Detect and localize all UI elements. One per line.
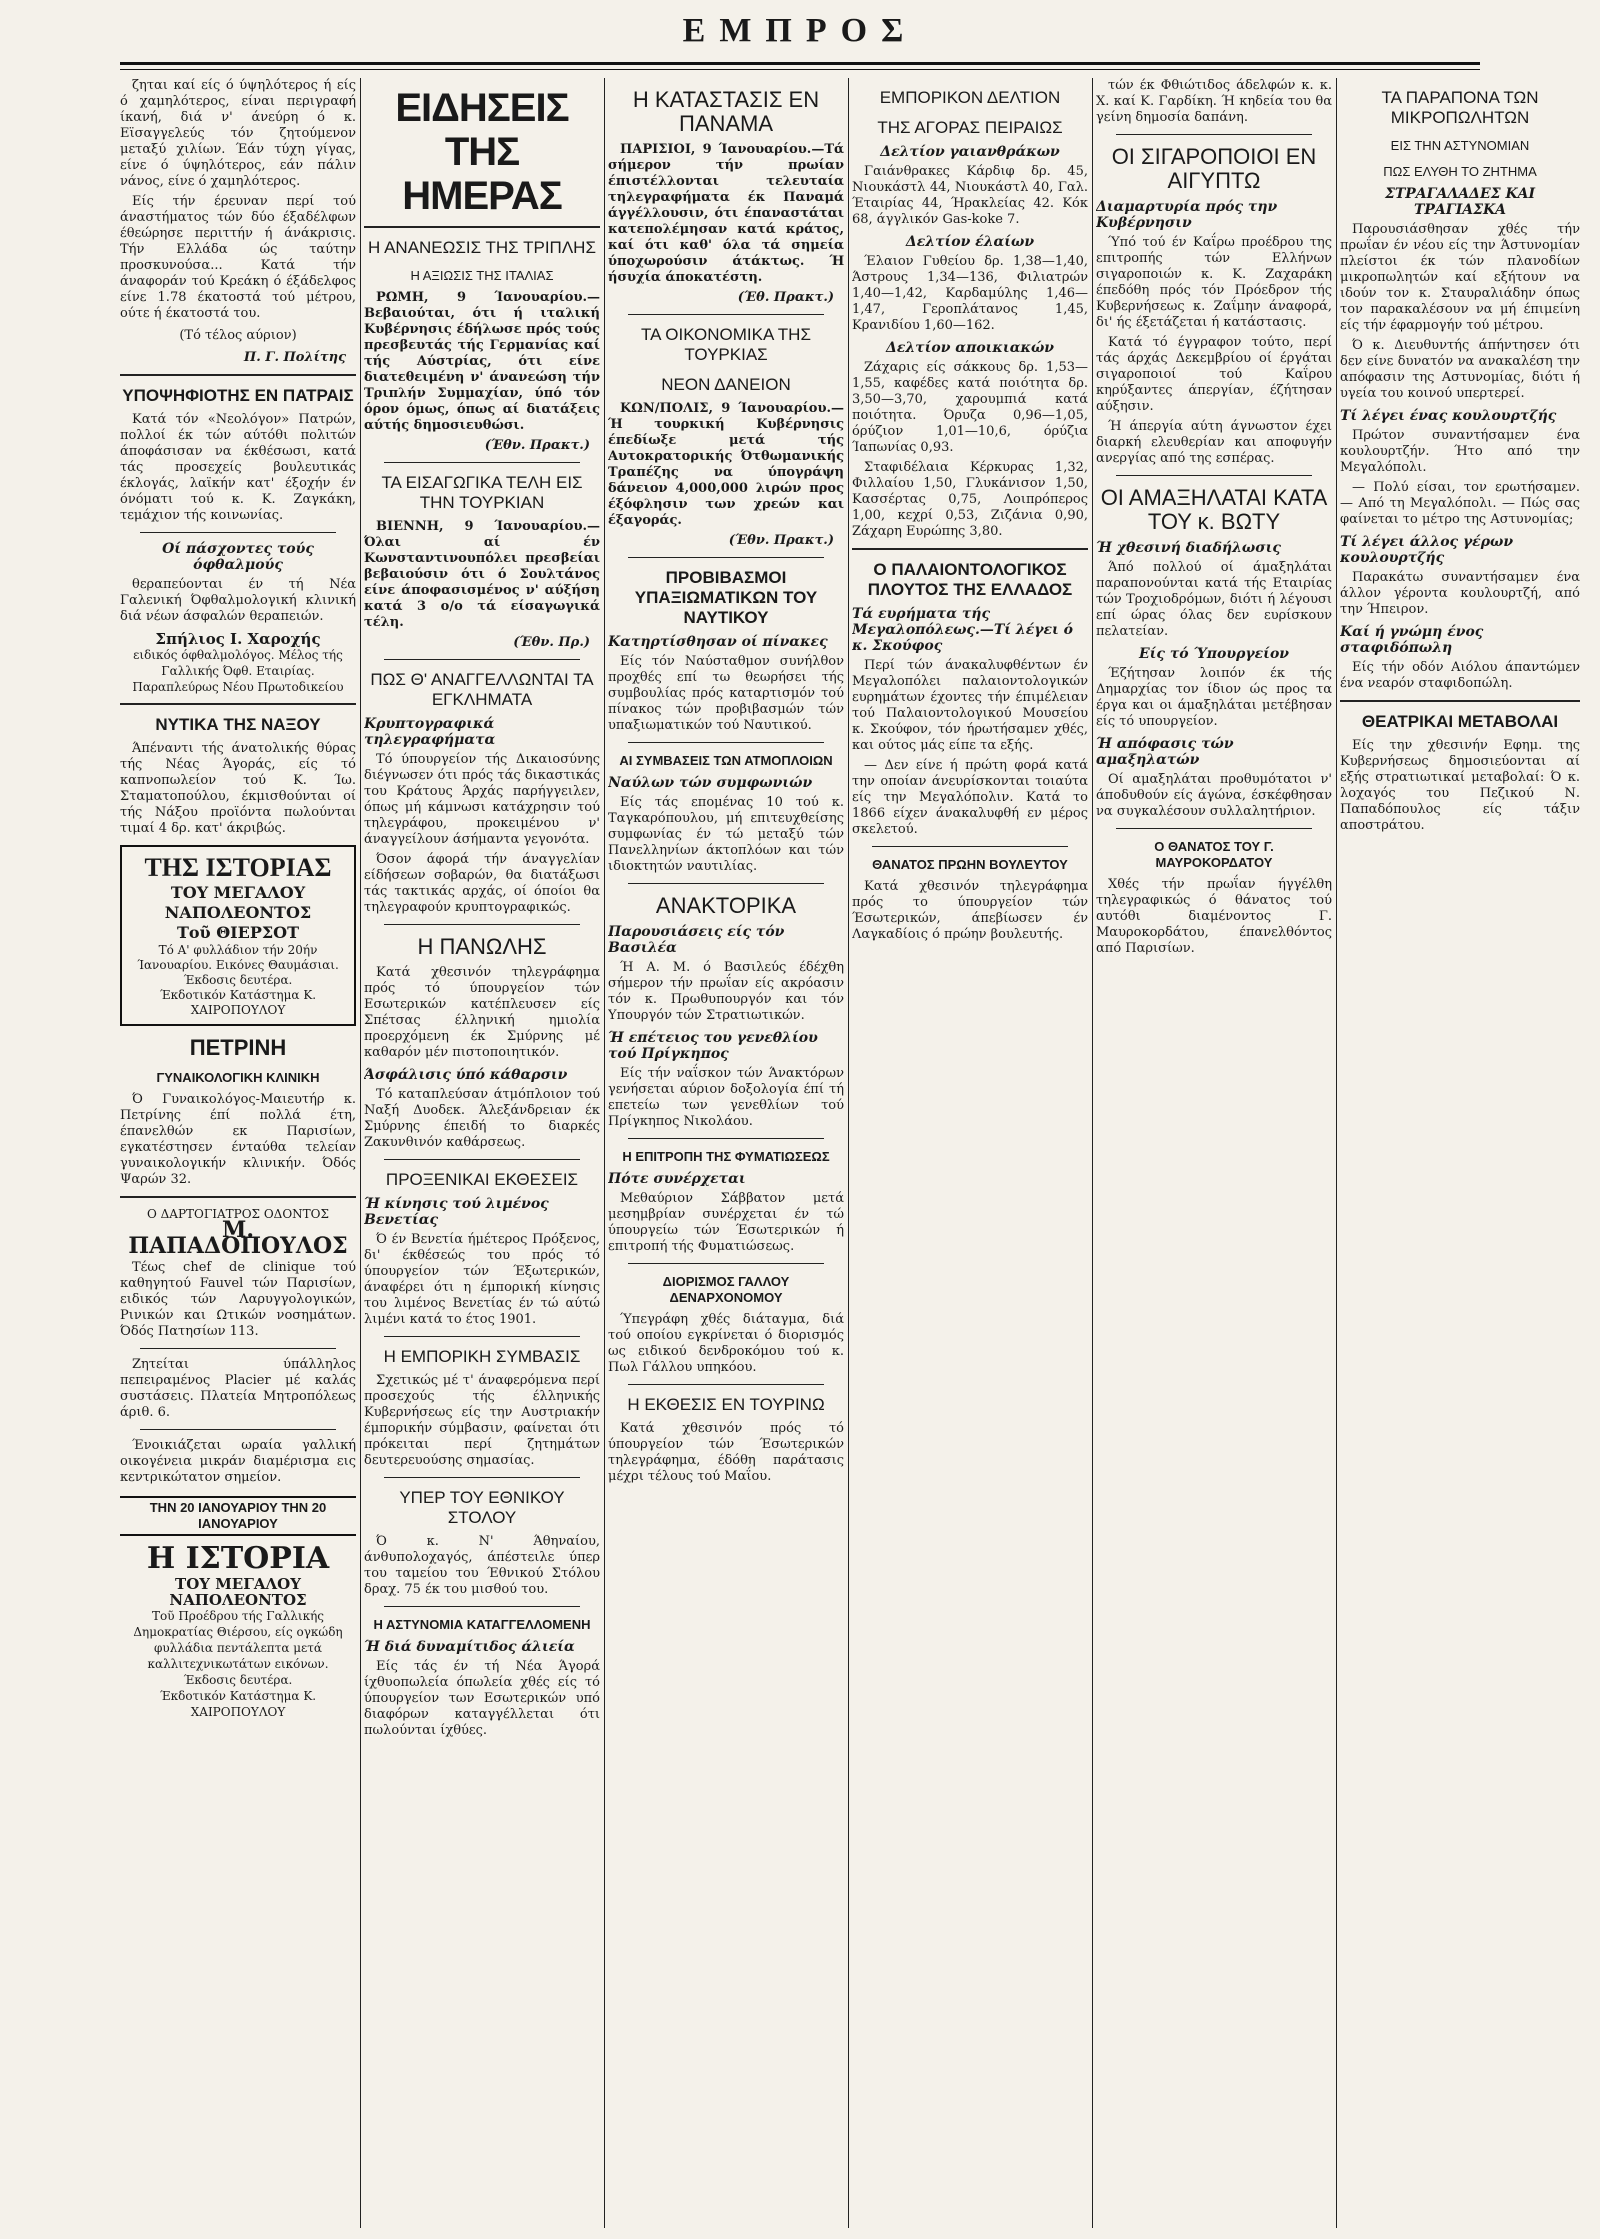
headline-tuberculosis: Η ΕΠΙΤΡΟΠΗ ΤΗΣ ΦΥΜΑΤΙΩΣΕΩΣ [622,1149,830,1164]
column-1 [120,78,356,2228]
divider [628,1263,824,1264]
kicker: Κρυπτογραφικά τηλεγραφήματα [364,716,496,748]
column-separator [1336,78,1337,2228]
kicker: Κατηρτίσθησαν οί πίνακες [608,634,828,650]
divider [628,742,824,743]
ad-ophthalmologist [120,631,356,695]
headline-national-fleet: ΥΠΕΡ ΤΟΥ ΕΘΝΙΚΟΥ ΣΤΟΛΟΥ [399,1488,565,1527]
article-coachmen-decision: Οί αμαξηλάται προθυμότατοι ν' άποδυθούν είς άγώνα, έσκέφθησαν να συγκαλέσουν συλλαλητήριον. [1096,772,1332,819]
headline-sub: ΝΕΟΝ ΔΑΝΕΙΟΝ [661,375,791,394]
divider [872,846,1068,847]
headline-mavrokordatos: Ο ΘΑΝΑΤΟΣ ΤΟΥ Γ. ΜΑΥΡΟΚΟΡΔΑΤΟΥ [1154,839,1274,870]
article-paragraph: Είς τήν έρευναν περί τού άναστήματος τών δύο έξαδέλφων έθεώρησε περιττήν ή άνάκρισις. Τήν Ελλάδα ώς ταύτην προσκυνούσα... Κατά τήν άναφοράν τού Κρεάκη ό έξάδελφος είνε 1.78 έκατοστά τού μέτρου, ούτε ή έκατοστά του. [120,194,356,321]
kicker: Δελτίον έλαίων [905,234,1035,250]
headline-sub: Η ΑΞΙΩΣΙΣ ΤΗΣ ΙΤΑΛΙΑΣ [410,268,554,283]
market-colonial-cont: Σταφιδέλαια Κέρκυρας 1,32, Φιλλαίου 1,50, Γλυκάνισον 1,50, Κασσέρτας 0,75, Λοιπρόπερος 1,00, κεχρί 0,53, Ζιζάνια 0,90, Ζάχαρη Ευρώπης 3,80. [852,460,1088,539]
article-eyes: θεραπεύονται έν τή Νέα Γαλενική Όφθαλμολογική κλινική διά νέων άσφαλών θεραπειών. [120,577,356,624]
kicker: Είς τό Ύπουργείον [1138,646,1289,662]
kicker: Ή χθεσινή διαδήλωσις [1096,540,1281,556]
article-palace-cont: Είς τήν ναΐσκον τών Άνακτόρων γενήσεται αύριον δοξολογία έπί τή επετείω των γενεθλίων τού Πρίγκηπος Νικολάου. [608,1066,844,1129]
kicker: Ή διά δυναμίτιδος άλιεία [364,1639,575,1655]
kicker: Άσφάλισις ύπό κάθαρσιν [364,1067,568,1083]
article-mavrokordatos: Χθές τήν πρωΐαν ήγγέλθη τηλεγραφικώς ό θάνατος τού αυτόθι διαμένοντος Γ. Μαυροκορδάτου, έπανελθόντος από Παρισίων. [1096,877,1332,956]
article-panama: ΠΑΡΙΣΙΟΙ, 9 Ίανουαρίου.—Τά σήμερον τήν πρωίαν έπιστέλλονται τελευταία τηλεγραφήματα έκ Παναμά άγγέλλουσιν, ότι έπαναστάται κατεπολέμησαν κατά κράτος, καί ότι καθ' όλα τά σημεία ύποχωρούσιν άτάκτως. Ή ήσυχία άποκατέστη. [608,142,844,285]
ad-history-napoleon-2 [120,1542,356,1720]
kicker: Ή κίνησις τού λιμένος Βενετίας [364,1196,549,1228]
divider [384,1477,580,1478]
newspaper-title: ΕΜΠΡΟΣ [682,12,918,49]
divider [384,924,580,925]
headline-coachmen: ΟΙ ΑΜΑΞΗΛΑΤΑΙ ΚΑΤΑ ΤΟΥ κ. ΒΩΤΥ [1100,485,1328,534]
article-cigarette-makers: Ύπό τού έν Καΐρω προέδρου της επιτροπής τών Ελλήνων σιγαροποιών κ. Κ. Ζαχαράκη έπεδόθη πρός τόν Πρόεδρον τής Κυβερνήσεως κ. Ζαΐμην άναφορά, δι' ής έξετάζεται ή κατάστασις. [1096,235,1332,330]
classified-wanted: Ζητείται ύπάλληλος πεπειραμένος Placier μέ καλάς συστάσεις. Πλατεία Μητροπόλεως άριθ. 6. [120,1357,356,1420]
article-plague-cont: Τό καταπλεύσαν άτμόπλοιον τού Ναξή Δυοδεκ. Άλεξάνδρειαν έκ Σμύρνης έπειδή το διαρκές Ζακυνθινόν καθάρσεως. [364,1087,600,1150]
column-separator [604,78,605,2228]
divider [1116,828,1312,829]
article-dentist: Τέως chef de clinique τού καθηγητού Fauvel τών Παρισίων, ειδικός τών Λαρυγγολογικών, Ρινικών και Ωτικών νοσημάτων. Όδός Πατησίων 113. [120,1260,356,1339]
article-continuation: τών έκ Φθιώτιδος άδελφών κ. κ. Χ. καί Κ. Γαρδίκη. Ή κηδεία του θα γείνη δημοσία δαπάνη. [1096,78,1332,125]
divider [628,1384,824,1385]
section-heading-news: ΕΙΔΗΣΕΙΣ ΤΗΣ ΗΜΕΡΑΣ [395,86,569,218]
article-coachmen: Άπό πολλού οί άμαξηλάται παραπονούνται κατά τής Εταιρίας τών Τροχιοδρόμων, διότι ή λέγουσι επί ώρας όλας δεν ευρίσκουν πελατείαν. [1096,560,1332,639]
article-vendor-2: Παρακάτω συναντήσαμεν ένα άλλον γέροντα κουλουρτζή, από την Ήπειρον. [1340,570,1580,617]
ad-subtitle: ΤΟΥ ΜΕΓΑΛΟΥ ΝΑΠΟΛΕΟΝΤΟΣ [164,883,312,922]
divider [1116,134,1312,135]
kicker: Καί ή γνώμη ένος σταφιδόπωλη [1340,624,1484,656]
headline-police: Η ΑΣΤΥΝΟΜΙΑ ΚΑΤΑΓΓΕΛΛΟΜΕΝΗ [373,1617,591,1632]
headline-import-duties: ΤΑ ΕΙΣΑΓΩΓΙΚΑ ΤΕΛΗ ΕΙΣ ΤΗΝ ΤΟΥΡΚΙΑΝ [381,473,583,512]
kicker: Τί λέγει άλλος γέρων κουλουρτζής [1340,534,1514,566]
masthead-rule [120,62,1480,70]
article-patras: Κατά τόν «Νεολόγον» Πατρών, πολλοί έκ τών αύτόθι πολιτών άποφάσισαν να έκθέσωσι, κατά τάς προσεχείς βουλευτικάς έκλογάς, λαϊκήν κατ' έξοχήν έν όνόματι τού κ. Κ. Ζαγκάκη, τεμάχιον τής κοινωνίας. [120,412,356,523]
column-separator [1092,78,1093,2228]
divider [628,883,824,884]
continuation-note: (Τό τέλος αύριον) [179,328,297,343]
column-6 [1340,78,1580,2228]
divider [120,374,356,376]
headline-plague: Η ΠΑΝΩΛΗΣ [417,934,547,959]
divider [1116,475,1312,476]
divider [384,1159,580,1160]
headline-commercial: ΕΜΠΟΡΙΚΟΝ ΔΕΛΤΙΟΝ [879,88,1061,107]
divider [120,1196,356,1198]
article-steamships: Είς τάς επομένας 10 τού κ. Ταγκαρόπουλου, μή επιτευχθείσης συμφωνίας έν τώ μεταξύ τών Πανελληνίων άκτοπλόων και τών ιδιοκτητών ναυτιλίας. [608,795,844,874]
article-navy-promotions: Είς τόν Ναύσταθμον συνήλθον προχθές επί τω θεωρήσει τής συμβουλίας πρός καταρτισμόν τού πίνακος τών προβιβασμών τών υπαξιωματικών τού Ναυτικού. [608,654,844,733]
headline-naxos: ΝΥΤΙΚΑ ΤΗΣ ΝΑΞΟΥ [155,715,321,734]
divider [140,1429,336,1430]
article-vendor-1-cont: — Πολύ είσαι, τον ερωτήσαμεν. — Από τη Μεγαλόπολι. — Πώς σας φαίνεται το μέτρο της Αστυνομίας; [1340,480,1580,527]
article-paleontology: Περί τών άνακαλυφθέντων έν Μεγαλοπόλει παλαιοντολογικών ευρημάτων έχοντες τήν έπιμέλειαν τού Παλαιοντολογικού Μουσείου κ. Σκούφον, τόν ήρωτήσαμεν χθές, και ούτος μάς είπε τα εξής. [852,658,1088,753]
ad-publisher: Έκδοτικόν Κατάστημα Κ. ΧΑΙΡΟΠΟΥΛΟΥ [159,1689,317,1719]
kicker: Διαμαρτυρία πρός την Κυβέρνησιν [1096,199,1278,231]
article-death: Κατά χθεσινόν τηλεγράφημα πρός το ύπουργείον τών Έσωτερικών, άπεβίωσεν έν Λαγκαδίοις ό πρώην βουλευτής. [852,879,1088,942]
article-crimes-cont: Όσον άφορά τήν άναγγελίαν είδήσεων σοβαρών, θα διατάξωσι τάς τακτικάς αρχάς, οί όποίοι θα τηλεγραφούν κρυπτογραφικώς. [364,852,600,915]
source-note: (Έθν. Πρακτ.) [484,438,590,453]
kicker: Ή επέτειος του γενεθλίου τού Πρίγκηπος [608,1030,818,1062]
article-cigarette-makers-cont2: Ή άπεργία αύτη άγνωστον έχει διαρκή ελευθερίαν και αποφυγήν ανεργίας από της εσπέρας. [1096,419,1332,466]
ad-publisher: Έκδοτικόν Κατάστημα Κ. ΧΑΙΡΟΠΟΥΛΟΥ [159,988,317,1017]
divider [384,462,580,463]
article-import-duties: ΒΙΕΝΝΗ, 9 Ίανουαρίου.—Όλαι αί έν Κωνσταντινουπόλει πρεσβείαι βεβαιούσιν ότι ό Σουλτάνος είνε άποφασισμένος ν' αύξήση κατά 3 ο/ο τά είσαγωγικά τέλη. [364,519,600,630]
headline-crimes: ΠΩΣ Θ' ΑΝΑΓΓΕΛΛΩΝΤΑΙ ΤΑ ΕΓΚΛΗΜΑΤΑ [370,670,594,709]
ad-doctor-name: Σπήλιος Ι. Χαροχής [155,630,321,648]
ad-author: Τοῦ ΘΙΕΡΣΟΤ [176,923,300,942]
article-vendors-cont: Ό κ. Διευθυντής άπήντησεν ότι δεν είνε δυνατόν να ανακαλέση την απόφασιν της Αστυνομίας, διότι ή υγεία του κοινού υπερτερεί. [1340,338,1580,401]
kicker: Δελτίον αποικιακών [885,340,1055,356]
column-2 [364,78,600,2228]
divider [140,1348,336,1349]
headline-clinic-sub: ΓΥΝΑΙΚΟΛΟΓΙΚΗ ΚΛΙΝΙΚΗ [156,1070,320,1085]
article-national-fleet: Ό κ. Ν' Άθηναίου, άνθυπολοχαγός, άπέστειλε ύπερ του ταμείου του Έθνικού Στόλου δραχ. 75 έκ του μισθού του. [364,1534,600,1597]
market-oil: Έλαιον Γυθείου δρ. 1,38—1,40, Άστρους 1,34—136, Φιλιατρών 1,40—1,42, Καρδαμύλης 1,46—1,47, Γεροπλάτανος 1,45, Κρανιδίου 1,60—162. [852,254,1088,333]
ad-text: Τό Α' φυλλάδιον τήν 20ήν Ίανουαρίου. Εικόνες Θαυμάσιαι. Έκδοσις δευτέρα. [137,943,339,987]
headline-sub: ΤΗΣ ΑΓΟΡΑΣ ΠΕΙΡΑΙΩΣ [877,118,1063,137]
article-plague: Κατά χθεσινόν τηλεγράφημα πρός τό ύπουργείον τών Εσωτερικών κατέπλευσεν είς Σπέτσας έλληνική ημιολία προερχόμενη έκ Σμύρνης μέ καθαρόν μέν πιστοποιητικόν. [364,965,600,1060]
article-continuation: ζηται καί είς ό ύψηλότερος ή είς ό χαμηλότερος, είναι περιγραφή ίκανή, διά ν' άνεύρη ό κ. Εϊσαγγελεύς τόν ζητούμενον μεταξύ χιλίων. Έάν τύχη γίγας, είνε ό ύψηλότερος, εάν πάλιν νάνος, είνε ό χαμηλότερος. [120,78,356,189]
headline-death: ΘΑΝΑΤΟΣ ΠΡΩΗΝ ΒΟΥΛΕΥΤΟΥ [872,857,1068,872]
headline-vendors: ΤΑ ΠΑΡΑΠΟΝΑ ΤΩΝ ΜΙΚΡΟΠΩΛΗΤΩΝ [1381,88,1539,127]
headline-steamships: ΑΙ ΣΥΜΒΑΣΕΙΣ ΤΩΝ ΑΤΜΟΠΛΟΙΩΝ [619,753,833,768]
divider [364,226,600,228]
divider [852,548,1088,550]
source-note: (Έθν. Πρ.) [513,635,590,650]
market-coal: Γαιάνθρακες Κάρδιφ δρ. 45, Νιουκάστλ 44, Νιουκάστλ 40, Γαλ. Έταιρίας 44, Ήρακλείας 42. Κόκ 68, άγγλικόν Gas-koke 7. [852,164,1088,227]
kicker: Ή απόφασις τών αμαξηλατών [1096,736,1234,768]
article-military-changes: Είς την χθεσινήν Εφημ. της Κυβερνήσεως δημοσιεύονται αί εξής στρατιωτικαί μεταβολαί: Ό κ. λοχαγός του Πεζικού Ν. Παπαδόπουλος είς τάξιν αποστράτου. [1340,738,1580,833]
article-trade-convention: Σχετικώς μέ τ' άναφερόμενα περί προσεχούς τής έλληνικής Κυβερνήσεως είς την Αυστριακήν έμπορικήν σύμβασιν, φαίνεται ότι πρόκειται περί ζητημάτων δευτερευούσης σημασίας. [364,1373,600,1468]
headline-panama: Η ΚΑΤΑΣΤΑΣΙΣ ΕΝ ΠΑΝΑΜΑ [632,87,820,136]
ad-text: Τοῦ Προέδρου τής Γαλλικής Δημοκρατίας Θιέρσου, είς ογκώδη φυλλάδια πεντάλεπτα μετά καλλιτεχνικωτάτων εικόνων. Έκδοσις δευτέρα. [133,1609,343,1687]
ad-history-napoleon-1 [120,845,356,1026]
headline-paleontology: Ο ΠΑΛΑΙΟΝΤΟΛΟΓΙΚΟΣ ΠΛΟΥΤΟΣ ΤΗΣ ΕΛΛΑΔΟΣ [867,560,1073,599]
column-4 [852,78,1088,2228]
article-vendors: Παρουσιάσθησαν χθές τήν πρωΐαν έν νέου είς την Άστυνομίαν πλείστοι έκ τών πλανοδίων μικροπωλητών καί εξήτουν να ιδούν τον κ. Σταυραλιάδην όπως τον παρακαλέσουν να μή έπιμείνη είς τήν έφαρμογήν τού μέτρου. [1340,222,1580,333]
ad-doctor-text: ειδικός όφθαλμολόγος. Μέλος τής Γαλλικής Όφθ. Εταιρίας. Παραπλεύρως Νέου Πρωτοδικείου [132,648,344,694]
kicker: Τί λέγει ένας κουλουρτζής [1340,408,1557,424]
article-coachmen-ministry: Έζήτησαν λοιπόν έκ τής Δημαρχίας τον ίδιον ώς προς τα έργα και οι άμαξηλάται μετέβησαν είς τό υπουργείον. [1096,666,1332,729]
headline-sub: ΠΩΣ ΕΛΥΘΗ ΤΟ ΖΗΤΗΜΑ [1383,164,1537,179]
kicker: Δελτίον γαιανθράκων [880,144,1060,160]
article-clinic: Ό Γυναικολόγος-Μαιευτήρ κ. Πετρίνης έπί πολλά έτη, έπανελθών εκ Παρισίων, εγκατέστησεν ένταύθα τελείαν γυναικολογικήν κλινικήν. Όδός Ψαρών 32. [120,1092,356,1187]
article-turkey-finance: ΚΩΝ/ΠΟΛΙΣ, 9 Ίανουαρίου.—Ή τουρκική Κυβέρνησις έπεδίωξε μετά τής Αυτοκρατορικής Ότθωμανικής Τραπέζης να ύπογράψη δάνειον 4,000,000 λιρών προς έξόφλησιν των χρεών και έξαγοράς. [608,401,844,528]
article-consular-reports: Ό έν Βενετία ήμέτερος Πρόξενος, δι' έκθέσεώς του πρός τό ύπουργείον τών Έξωτερικών, άναφέρει ότι η έμπορική κίνησις του λιμένος Βενετίας έν τώ αύτώ λιμένι κατά το έτος 1901. [364,1232,600,1327]
kicker: Ναύλων τών συμφωνιών [608,775,813,791]
headline-appointment: ΔΙΟΡΙΣΜΟΣ ΓΑΛΛΟΥ ΔΕΝΑΡΧΟΝΟΜΟΥ [662,1274,790,1305]
divider [628,557,824,558]
ad-dentist [120,1206,356,1259]
classified-rent: Ένοικιάζεται ωραία γαλλική οικογένεια μικράν διαμέρισμα εις κεντρικώτατον σημείον. [120,1438,356,1485]
headline-triple-alliance: Η ΑΝΑΝΕΩΣΙΣ ΤΗΣ ΤΡΙΠΛΗΣ [368,238,596,257]
divider [628,314,824,315]
author-signature: Π. Γ. Πολίτης [243,350,346,365]
ad-dentist-name: Μ. ΠΑΠΑΔΟΠΟΥΛΟΣ [128,1217,348,1259]
ad-subtitle: ΤΟΥ ΜΕΓΑΛΟΥ ΝΑΠΟΛΕΟΝΤΟΣ [169,1575,307,1609]
headline-navy-promotions: ΠΡΟΒΙΒΑΣΜΟΙ ΥΠΑΞΙΩΜΑΤΙΚΩΝ ΤΟΥ ΝΑΥΤΙΚΟΥ [634,568,818,627]
article-triple-alliance: ΡΩΜΗ, 9 Ίανουαρίου.—Βεβαιούται, ότι ή ιταλική Κυβέρνησις έδήλωσε πρός τούς πρεσβευτάς τής Γερμανίας καί τής Αύστρίας, ότι είνε διατεθειμένη ν' άνανεώση τήν Τριπλήν Συμμαχίαν, ύπό τόν όρον όμως, όπως αί διατάξεις αύτής δημοσιευθώσι. [364,290,600,433]
kicker: ΣΤΡΑΓΑΛΑΔΕΣ ΚΑΙ ΤΡΑΓΙΑΣΚΑ [1384,186,1536,218]
column-5 [1096,78,1332,2228]
source-note: (Έθν. Πρακτ.) [728,533,834,548]
headline-cigarette-makers: ΟΙ ΣΙΓΑΡΟΠΟΙΟΙ ΕΝ ΑΙΓΥΠΤΩ [1111,144,1317,193]
kicker: Παρουσιάσεις είς τόν Βασιλέα [608,924,785,956]
source-note: (Έθ. Πρακτ.) [737,290,834,305]
divider [384,659,580,660]
article-paleontology-cont: — Δεν είνε ή πρώτη φορά κατά την οποίαν άνευρίσκονται τοιαύτα είς την Μεγαλόπολιν. Κατά το 1866 είχεν άνακαλυφθή εν μέρος σκελετού. [852,758,1088,837]
divider [384,1336,580,1337]
headline-military-changes: ΘΕΑΤΡΙΚΑΙ ΜΕΤΑΒΟΛΑΙ [1361,712,1559,731]
masthead [120,12,1480,70]
column-separator [848,78,849,2228]
headline-trade-convention: Η ΕΜΠΟΡΙΚΗ ΣΥΜΒΑΣΙΣ [383,1347,581,1366]
divider [120,703,356,705]
article-crimes: Τό ύπουργείον τής Δικαιοσύνης διέγνωσεν ότι πρός τάς δικαστικάς του Κράτους Άρχάς παρήγγειλεν, όπως μή κάμνωσι κατάχρησιν τού τηλεγράφου, προκειμένου ν' άναγγείλουν άσήμαντα γεγονότα. [364,752,600,847]
article-naxos: Άπέναντι τής άνατολικής θύρας τής Νέας Άγοράς, είς τό καπνοπωλείον τού Κ. Ίω. Σταματοπούλου, έκμισθούνται οί τής Νάξου προϊόντα πωλούνται τιμαί 4 δρ. κατ' άκριβώς. [120,741,356,836]
headline-clinic: ΠΕΤΡΙΝΗ [189,1035,287,1060]
column-3 [608,78,844,2228]
article-tuberculosis: Μεθαύριον Σάββατον μετά μεσημβρίαν συνέρχεται έν τώ ύπουργείω τών Έσωτερικών ή επιτροπή τής Φυματιώσεως. [608,1191,844,1254]
headline-consular-reports: ΠΡΟΞΕΝΙΚΑΙ ΕΚΘΕΣΕΙΣ [385,1170,579,1189]
divider [628,1138,824,1139]
divider [140,532,336,533]
kicker: Τά ευρήματα τής Μεγαλοπόλεως.—Τί λέγει ό κ. Σκούφος [852,606,1073,654]
headline-palace: ΑΝΑΚΤΟΡΙΚΑ [655,893,797,918]
divider [384,1606,580,1607]
market-colonial: Ζάχαρις είς σάκκους δρ. 1,53—1,55, καφέδες κατά ποιότητα δρ. 3,50—3,70, χαρουμπιά κατά ποιότητα. Όρυζα 0,96—1,05, όρύζιον 1,01—10,6, όρύζια Ίαπωνίας 0,93. [852,360,1088,455]
headline-sub: ΕΙΣ ΤΗΝ ΑΣΤΥΝΟΜΙΑΝ [1390,138,1530,153]
article-police: Είς τάς έν τή Νέα Άγορά ίχθυοπωλεία όπωλεία χθές είς τό ύπουργείον των Εσωτερικών υπό διαφόρων καταγγέλλεται ότι πωλούνται ίχθύες. [364,1659,600,1738]
headline-turin: Η ΕΚΘΕΣΙΣ ΕΝ ΤΟΥΡΙΝΩ [627,1395,825,1414]
kicker: Πότε συνέρχεται [608,1171,746,1187]
article-appointment: Ύπεγράφη χθές διάταγμα, διά τού οποίου εγκρίνεται ό διορισμός ως ειδικού δενδροκόμου τού κ. Πωλ Γάλλου υπηκόου. [608,1312,844,1375]
article-turin: Κατά χθεσινόν πρός τό ύπουργείον τών Έσωτερικών τηλεγράφημα, έδόθη παράτασις μέχρι τέλους τού Μαΐου. [608,1421,844,1484]
ad-title: ΤΗΣ ΙΣΤΟΡΙΑΣ [144,853,332,882]
article-vendor-3: Είς τήν οδόν Αιόλου άπαντώμεν ένα νεαρόν σταφιδοπώλη. [1340,660,1580,691]
date-strip: ΤΗΝ 20 ΙΑΝΟΥΑΡΙΟΥ ΤΗΝ 20 ΙΑΝΟΥΑΡΙΟΥ [120,1496,356,1536]
column-separator [360,78,361,2228]
headline-eyes: Οί πάσχοντες τούς όφθαλμούς [162,541,314,573]
ad-dentist-pre: Ο ΔΑΡΤΟΓΙΑΤΡΟΣ ΟΔΟΝΤΟΣ [146,1207,329,1221]
article-palace: Ή Α. Μ. ό Βασιλεύς έδέχθη σήμερον τήν πρωΐαν είς ακρόασιν τόν κ. Πρωθυπουργόν και τόν Υπουργόν τών Στρατιωτικών. [608,960,844,1023]
headline-turkey-finance: ΤΑ ΟΙΚΟΝΟΜΙΚΑ ΤΗΣ ΤΟΥΡΚΙΑΣ [641,325,811,364]
article-cigarette-makers-cont: Κατά τό έγγραφον τούτο, περί τάς άρχάς Δεκεμβρίου οί έργάται σιγαροποιοί τού Καΐρου κηρύξαντες άπεργίαν, έζήτησαν αύξησιν. [1096,335,1332,414]
ad-title: Η ΙΣΤΟΡΙΑ [146,1541,330,1576]
divider [1340,700,1580,702]
article-vendor-1: Πρώτον συναντήσαμεν ένα κουλουρτζήν. Ήτο από την Μεγαλόπολι. [1340,428,1580,475]
headline-patras: ΥΠΟΨΗΦΙΟΤΗΣ ΕΝ ΠΑΤΡΑΙΣ [122,386,354,405]
